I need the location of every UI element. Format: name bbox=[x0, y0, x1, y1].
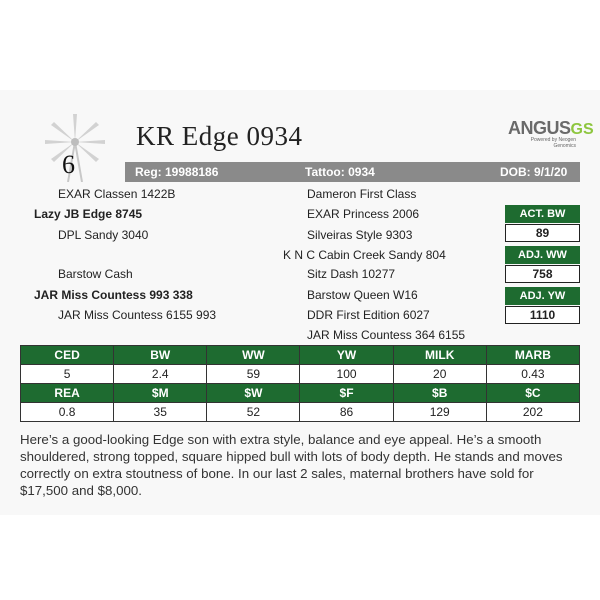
logo-main: ANGUS bbox=[508, 118, 571, 138]
epd-value: 59 bbox=[207, 365, 300, 384]
epd-value-row bbox=[21, 365, 580, 384]
epd-header: YW bbox=[300, 346, 393, 365]
tattoo: Tattoo: 0934 bbox=[305, 165, 375, 179]
epd-header: $B bbox=[393, 384, 486, 403]
pedigree-right-item: Dameron First Class bbox=[307, 187, 417, 201]
lot-number: 6 bbox=[62, 150, 75, 179]
dob: DOB: 9/1/20 bbox=[500, 165, 568, 179]
pedigree-right-item: JAR Miss Countess 364 6155 bbox=[307, 328, 466, 342]
epd-header: $M bbox=[114, 384, 207, 403]
epd-table bbox=[20, 345, 580, 422]
adj-yw-value: 1110 bbox=[505, 306, 580, 324]
epd-value: 0.43 bbox=[486, 365, 579, 384]
epd-value: 202 bbox=[486, 403, 579, 422]
logo-tagline: Powered by Neogen Genomics bbox=[530, 137, 576, 149]
adj-ww-label: ADJ. WW bbox=[505, 246, 580, 264]
epd-value-row bbox=[21, 403, 580, 422]
epd-header: $C bbox=[486, 384, 579, 403]
pedigree-right-item: DDR First Edition 6027 bbox=[307, 308, 430, 322]
registration-bar bbox=[125, 162, 580, 182]
epd-value: 35 bbox=[114, 403, 207, 422]
epd-value: 100 bbox=[300, 365, 393, 384]
act-bw-value: 89 bbox=[505, 224, 580, 242]
epd-value: 20 bbox=[393, 365, 486, 384]
pedigree-right-item: Silveiras Style 9303 bbox=[307, 228, 413, 242]
pedigree-sire-dam: DPL Sandy 3040 bbox=[58, 228, 149, 242]
adj-yw-label: ADJ. YW bbox=[505, 287, 580, 305]
epd-value: 2.4 bbox=[114, 365, 207, 384]
epd-value: 52 bbox=[207, 403, 300, 422]
epd-header: REA bbox=[21, 384, 114, 403]
epd-header: MILK bbox=[393, 346, 486, 365]
epd-value: 86 bbox=[300, 403, 393, 422]
pedigree-right-item: K N C Cabin Creek Sandy 804 bbox=[283, 248, 446, 262]
pedigree-sire-sire: EXAR Classen 1422B bbox=[58, 187, 176, 201]
epd-header: CED bbox=[21, 346, 114, 365]
pedigree-right-item: Sitz Dash 10277 bbox=[307, 267, 396, 281]
pedigree-dam-sire: Barstow Cash bbox=[58, 267, 133, 281]
pedigree-right-item: Barstow Queen W16 bbox=[307, 288, 418, 302]
windmill-icon bbox=[40, 112, 110, 182]
lot-description: Here’s a good-looking Edge son with extra style, balance and eye appeal. He’s a smooth shouldered, strong topped, square hipped bull with lots of body depth. He stands and moves correctly on extra stoutness of bone. In our last 2 sales, maternal brothers have sold for $17,500 and $8,000. bbox=[20, 432, 563, 498]
animal-name: KR Edge 0934 bbox=[136, 121, 303, 151]
epd-header: $F bbox=[300, 384, 393, 403]
adj-ww-value: 758 bbox=[505, 265, 580, 283]
logo-accent: GS bbox=[570, 121, 594, 138]
epd-value: 5 bbox=[21, 365, 114, 384]
angus-gs-logo bbox=[508, 118, 594, 150]
epd-header: MARB bbox=[486, 346, 579, 365]
pedigree-dam-dam: JAR Miss Countess 6155 993 bbox=[58, 308, 217, 322]
pedigree-sire: Lazy JB Edge 8745 bbox=[34, 207, 143, 221]
pedigree-right-item: EXAR Princess 2006 bbox=[307, 207, 420, 221]
epd-header-row bbox=[21, 384, 580, 403]
reg-number: Reg: 19988186 bbox=[135, 165, 219, 179]
epd-value: 129 bbox=[393, 403, 486, 422]
epd-header: WW bbox=[207, 346, 300, 365]
pedigree-dam: JAR Miss Countess 993 338 bbox=[34, 288, 193, 302]
epd-header-row bbox=[21, 346, 580, 365]
act-bw-label: ACT. BW bbox=[505, 205, 580, 223]
epd-value: 0.8 bbox=[21, 403, 114, 422]
epd-header: BW bbox=[114, 346, 207, 365]
epd-header: $W bbox=[207, 384, 300, 403]
